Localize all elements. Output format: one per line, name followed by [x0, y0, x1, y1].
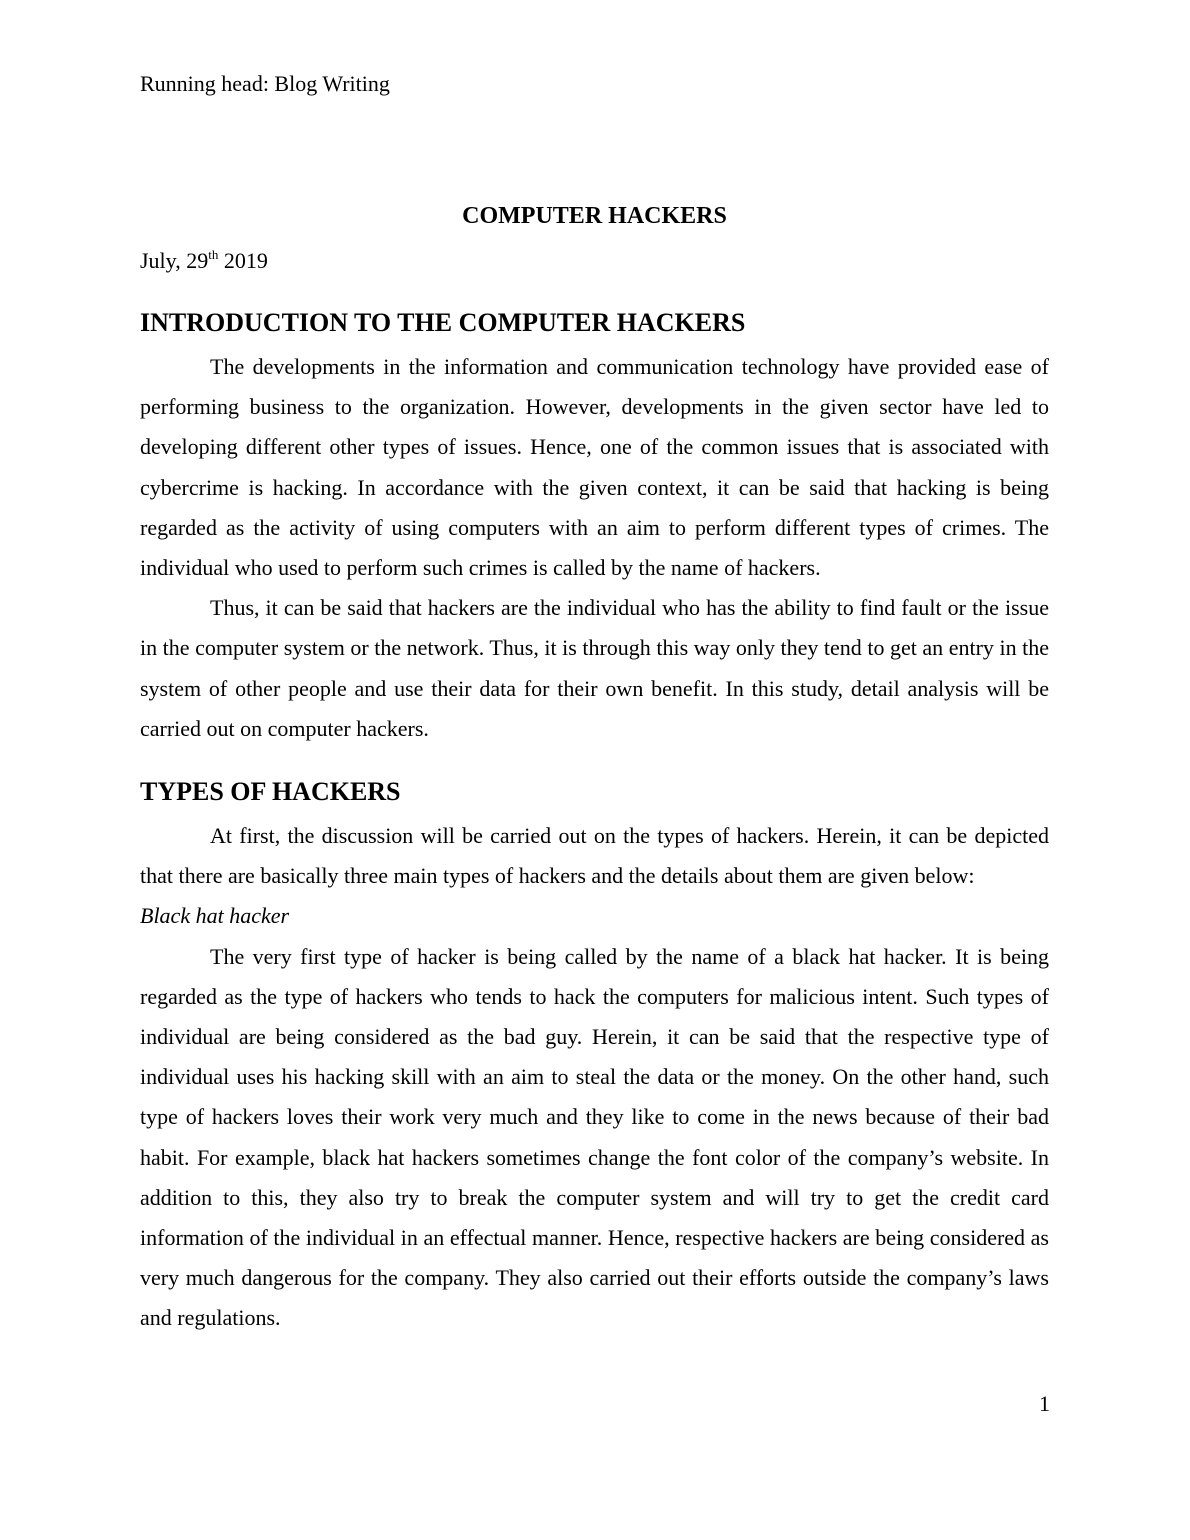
date-month-day: July, 29 — [140, 248, 209, 273]
types-paragraph: At first, the discussion will be carried out on the types of hackers. Herein, it can be depicted that there are basically three main types of hackers and the details about them are given below: — [140, 823, 1049, 889]
date-line — [140, 247, 268, 275]
black-hat-paragraph: The very first type of hacker is being called by the name of a black hat hacker. It is being regarded as the type of hackers who tends to hack the computers for malicious intent. Such types of individual are being considered as the bad guy. Herein, it can be said that the respective type of individual uses his hacking skill with an aim to steal the data or the money. On the other hand, such type of hackers loves their work very much and they like to come in the news because of their bad habit. For example, black hat hackers sometimes change the font color of the company’s website. In addition to this, they also try to break the computer system and will try to get the credit card information of the individual in an effectual manner. Hence, respective hackers are being considered as very much dangerous for the company. They also carried out their efforts outside the company’s laws and regulations. — [140, 943, 1049, 1331]
page-number: 1 — [1039, 1391, 1050, 1416]
document-title: COMPUTER HACKERS — [462, 203, 727, 229]
introduction-paragraph-1: The developments in the information and communication technology have provided ease of performing business to the organization. However, developments in the given sector have led to developing different other types of issues. Hence, one of the common issues that is associated with cybercrime is hacking. In accordance with the given context, it can be said that hacking is being regarded as the activity of using computers with an aim to perform different types of crimes. The individual who used to perform such crimes is called by the name of hackers. — [140, 354, 1049, 581]
date-day-suffix: th — [208, 247, 219, 262]
section-heading-introduction: INTRODUCTION TO THE COMPUTER HACKERS — [140, 308, 746, 337]
section-heading-types: TYPES OF HACKERS — [140, 777, 401, 806]
introduction-paragraph-2: Thus, it can be said that hackers are the individual who has the ability to find fault or the issue in the computer system or the network. Thus, it is through this way only they tend to get an entry in the system of other people and use their data for their own benefit. In this study, detail analysis will be carried out on computer hackers. — [140, 595, 1049, 741]
types-body — [140, 816, 1049, 1339]
introduction-body — [140, 347, 1049, 749]
date-year: 2019 — [218, 248, 268, 273]
running-head: Running head: Blog Writing — [140, 71, 390, 96]
subheading-black-hat: Black hat hacker — [140, 903, 290, 929]
